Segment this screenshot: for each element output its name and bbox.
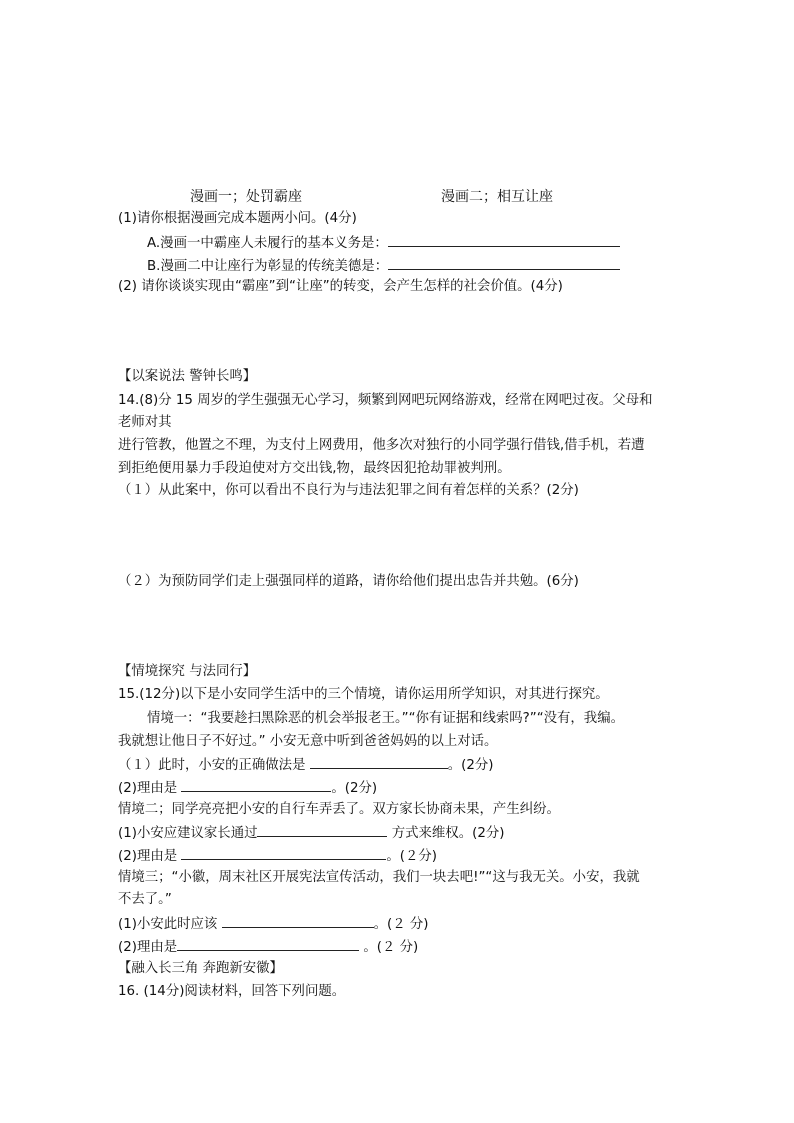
q15-s3-q1-text: (1)小安此时应该 (118, 917, 218, 932)
q15-s1-q2-blank[interactable] (181, 778, 331, 792)
q15-s1-q1-blank[interactable] (310, 755, 448, 769)
q15-s2-q1-blank[interactable] (257, 823, 387, 837)
comic1-caption: 漫画一；处罚霸座 (190, 189, 302, 205)
section-heading-case: 【以案说法 警钟长鸣】 (118, 369, 257, 384)
q15-s2-q1-text: (1)小安应建议家长通过 (118, 826, 258, 841)
q14-part1: （１）从此案中，你可以看出不良行为与违法犯罪之间有着怎样的关系？(2分) (118, 483, 579, 498)
q15-s2-q1-score: 方式来维权。(2分) (391, 826, 505, 841)
q14-line-3: 进行管教，他置之不理，为支付上网费用，他多次对独行的小同学强行借钱,借手机，若遭 (118, 438, 645, 453)
q15-s3-q1 (118, 914, 428, 934)
comic2-caption: 漫画二；相互让座 (441, 189, 553, 205)
q13-part-a (147, 233, 620, 253)
q15-s3-q2 (118, 937, 418, 957)
q13-part1: (1)请你根据漫画完成本题两小问。(4分) (118, 211, 357, 226)
q15-s2-q2-blank[interactable] (181, 846, 386, 860)
q15-s1-q2-score: 。(2分) (331, 781, 378, 796)
section-heading-yangtze: 【融入长三角 奔跑新安徽】 (118, 961, 283, 976)
q15-s1-q2-text: (2)理由是 (118, 781, 178, 796)
q13-part-b-text: B.漫画二中让座行为彰显的传统美德是： (147, 259, 389, 274)
q15-scenario3-line1: 情境三；“小徽，周末社区开展宪法宣传活动，我们一块去吧!”“这与我无关。小安，我就 (118, 870, 640, 885)
q15-s3-q1-score: 。(２ 分) (373, 917, 429, 932)
q14-line-1: 14.(8)分 15 周岁的学生强强无心学习，频繁到网吧玩网络游戏，经常在网吧过夜。父母和 (118, 393, 653, 408)
q14-part2: （２）为预防同学们走上强强同样的道路，请你给他们提出忠告并共勉。(6分) (118, 574, 579, 589)
section-heading-scenario: 【情境探究 与法同行】 (118, 664, 257, 679)
q15-s1-q1-score: 。(2分) (447, 758, 494, 773)
q15-scenario2-line: 情境二；同学亮亮把小安的自行车弄丢了。双方家长协商未果，产生纠纷。 (118, 802, 560, 817)
q13-part-b (147, 256, 620, 276)
q15-s3-q2-text: (2)理由是 (118, 940, 178, 955)
q15-s3-q1-blank[interactable] (222, 914, 374, 928)
q15-s1-q1-text: （１）此时，小安的正确做法是 (118, 758, 306, 773)
q13-answer-blank-b[interactable] (388, 256, 620, 270)
q14-line-2: 老师对其 (118, 415, 172, 430)
q16-intro: 16. (14分)阅读材料，回答下列问题。 (118, 984, 346, 999)
q15-s2-q2-score: 。(２分) (386, 849, 438, 864)
q15-s3-q2-score: 。(２ 分) (363, 940, 419, 955)
q15-scenario1-line2: 我就想让他日子不好过。” 小安无意中听到爸爸妈妈的以上对话。 (118, 734, 498, 749)
q15-s2-q2 (118, 846, 437, 866)
q15-s2-q1 (118, 823, 504, 843)
q14-line-4: 到拒绝便用暴力手段迫使对方交出钱,物，最终因犯抢劫罪被判刑。 (118, 461, 511, 476)
q15-s3-q2-blank[interactable] (177, 937, 359, 951)
q15-s1-q1 (118, 755, 493, 775)
q13-answer-blank-a[interactable] (388, 233, 620, 247)
q13-part2: (2) 请你谈谈实现由“霸座”到“让座”的转变，会产生怎样的社会价值。(4分) (118, 279, 563, 294)
q13-part-a-text: A.漫画一中霸座人未履行的基本义务是： (147, 236, 388, 251)
q15-s1-q2 (118, 778, 377, 798)
q15-s2-q2-text: (2)理由是 (118, 849, 178, 864)
q15-scenario1-line1: 情境一：“我要趁扫黑除恶的机会举报老王。”“你有证据和线索吗?”“没有，我编。 (147, 711, 624, 726)
q15-intro: 15.(12分)以下是小安同学生活中的三个情境，请你运用所学知识，对其进行探究。 (118, 687, 609, 702)
q15-scenario3-line2: 不去了。” (118, 892, 172, 907)
